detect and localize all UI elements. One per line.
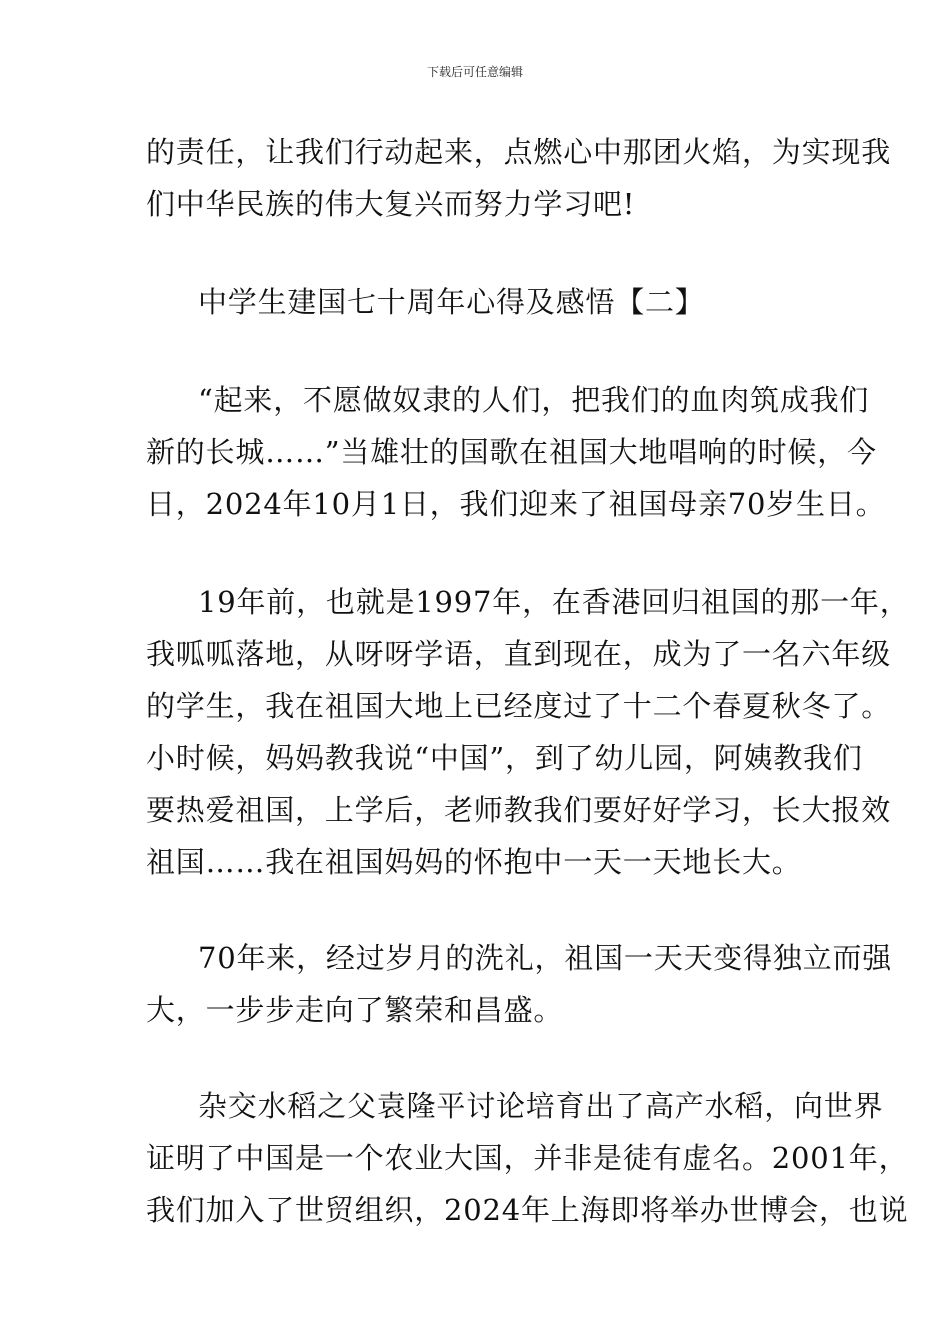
text-line: 我呱呱落地，从呀呀学语，直到现在，成为了一名六年级 bbox=[146, 637, 892, 671]
text-line: 的学生，我在祖国大地上已经度过了十二个春夏秋冬了。 bbox=[146, 689, 892, 723]
paragraph-anthem bbox=[146, 374, 886, 530]
text-line: 新的长城……”当雄壮的国歌在祖国大地唱响的时候，今 bbox=[146, 435, 877, 469]
section-title-text: 中学生建国七十周年心得及感悟【二】 bbox=[198, 285, 705, 319]
text-line: 70年来，经过岁月的洗礼，祖国一天天变得独立而强 bbox=[198, 941, 893, 975]
text-line: 们中华民族的伟大复兴而努力学习吧! bbox=[146, 187, 636, 221]
document-body bbox=[146, 126, 910, 1236]
text-line: 我们加入了世贸组织，2024年上海即将举办世博会，也说 bbox=[146, 1193, 909, 1227]
paragraph-continuation bbox=[146, 126, 892, 230]
text-line: 祖国……我在祖国妈妈的怀抱中一天一天地长大。 bbox=[146, 845, 802, 879]
text-line: 的责任，让我们行动起来，点燃心中那团火焰，为实现我 bbox=[146, 135, 892, 169]
text-line: 杂交水稻之父袁隆平讨论培育出了高产水稻，向世界 bbox=[198, 1089, 884, 1123]
paragraph-seventy-years bbox=[146, 932, 893, 1036]
text-line: 小时候，妈妈教我说“中国”，到了幼儿园，阿姨教我们 bbox=[146, 741, 863, 775]
section-title bbox=[146, 276, 810, 328]
page-header-note: 下载后可任意编辑 bbox=[426, 65, 523, 79]
text-line: 要热爱祖国，上学后，老师教我们要好好学习，长大报效 bbox=[146, 793, 892, 827]
text-line: 19年前，也就是1997年，在香港回归祖国的那一年， bbox=[198, 585, 910, 619]
text-line: 大，一步步走向了繁荣和昌盛。 bbox=[146, 993, 564, 1027]
text-line: 证明了中国是一个农业大国，并非是徒有虚名。2001年， bbox=[146, 1141, 909, 1175]
text-line: “起来，不愿做奴隶的人们，把我们的血肉筑成我们 bbox=[198, 383, 870, 417]
text-line: 日，2024年10月1日，我们迎来了祖国母亲70岁生日。 bbox=[146, 487, 886, 521]
paragraph-childhood bbox=[146, 576, 910, 888]
paragraph-achievements bbox=[146, 1080, 909, 1236]
